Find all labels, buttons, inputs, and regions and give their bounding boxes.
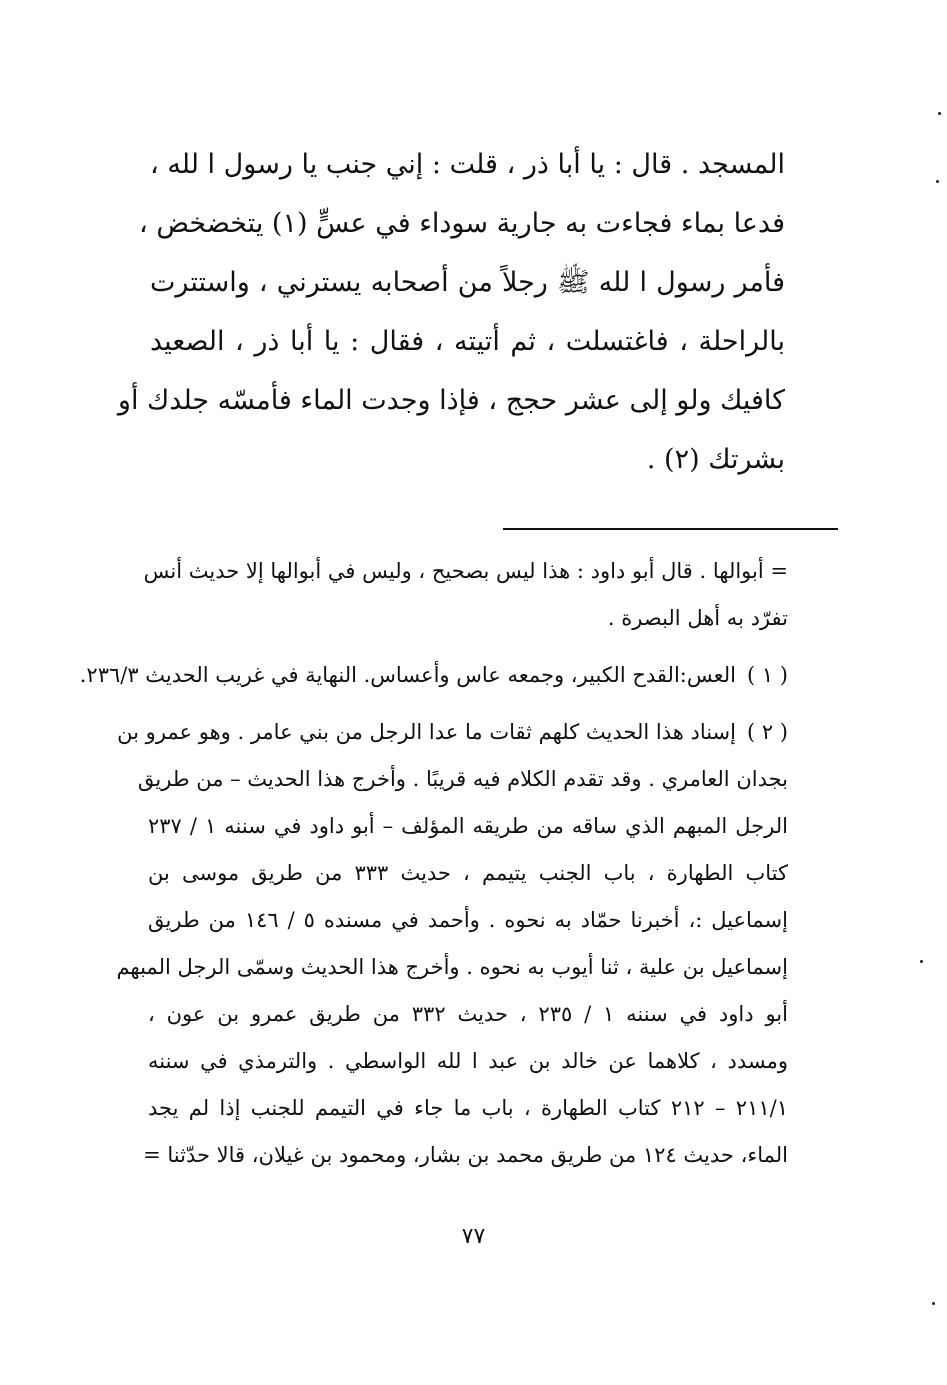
footnote-divider [503,528,838,530]
page-number: ٧٧ [461,1224,486,1249]
footnote-line: العس:القدح الكبير، وجمعه عاس وأعساس. النهاية في غريب الحديث ٢٣٦/٣. [79,663,736,687]
main-line: فأمر رسول ا لله ﷺ رجلاً من أصحابه يسترني ، واستترت [150,267,785,298]
footnote-line: = أبوالها . قال أبو داود : هذا ليس بصحيح ، وليس في أبوالها إلا حديث أنس [143,559,788,583]
footnote-line: إسماعيل بن علية ، ثنا أيوب به نحوه . وأخرج هذا الحديث وسمّى الرجل المبهم [116,955,788,979]
footnote-line: تفرّد به أهل البصرة . [607,606,788,630]
main-line: كافيك ولو إلى عشر حجج ، فإذا وجدت الماء فأمسّه جلدك أو [117,385,785,416]
footnote-line: إسماعيل :، أخبرنا حمّاد به نحوه . وأحمد في مسنده ٥ / ١٤٦ من طريق [148,908,788,932]
main-text [117,135,785,489]
scan-speck [938,112,941,115]
footnote-line: بجدان العامري . وقد تقدم الكلام فيه قريبًا . وأخرج هذا الحديث – من طريق [137,767,788,791]
footnote-2 [116,709,788,1179]
footnote-continuation [143,548,788,642]
footnote-marker: ( ١ ) [746,663,788,687]
footnote-line: أبو داود في سننه ١ / ٢٣٥ ، حديث ٣٣٢ من طريق عمرو بن عون ، [148,1002,788,1026]
main-line: بالراحلة ، فاغتسلت ، ثم أتيته ، فقال : يا أبا ذر ، الصعيد [150,326,785,357]
scan-speck [936,180,939,183]
scan-speck [932,1302,935,1305]
footnote-line: إسناد هذا الحديث كلهم ثقات ما عدا الرجل من بني عامر . وهو عمرو بن [117,720,736,744]
footnote-line: كتاب الطهارة ، باب الجنب يتيمم ، حديث ٣٣٣ من طريق موسى بن [148,861,788,885]
footnote-line: ٢١١/١ – ٢١٢ كتاب الطهارة ، باب ما جاء في التيمم للجنب إذا لم يجد [148,1096,788,1120]
footnote-line: الماء، حديث ١٢٤ من طريق محمد بن بشار، ومحمود بن غيلان، قالا حدّثنا = [143,1143,788,1167]
footnote-line: ومسدد ، كلاهما عن خالد بن عبد ا لله الواسطي . والترمذي في سننه [148,1049,788,1073]
main-line: المسجد . قال : يا أبا ذر ، قلت : إني جنب يا رسول ا لله ، [150,149,785,180]
footnote-marker: ( ٢ ) [746,720,788,744]
scan-speck [920,960,923,963]
main-line: فدعا بماء فجاءت به جارية سوداء في عسٍّ (١) يتخضخض ، [139,208,785,239]
footnote-1 [79,652,788,699]
footnote-line: الرجل المبهم الذي ساقه من طريقه المؤلف – أبو داود في سننه ١ / ٢٣٧ [148,814,788,838]
main-line: بشرتك (٢) . [646,444,785,475]
footnotes [79,548,788,1189]
